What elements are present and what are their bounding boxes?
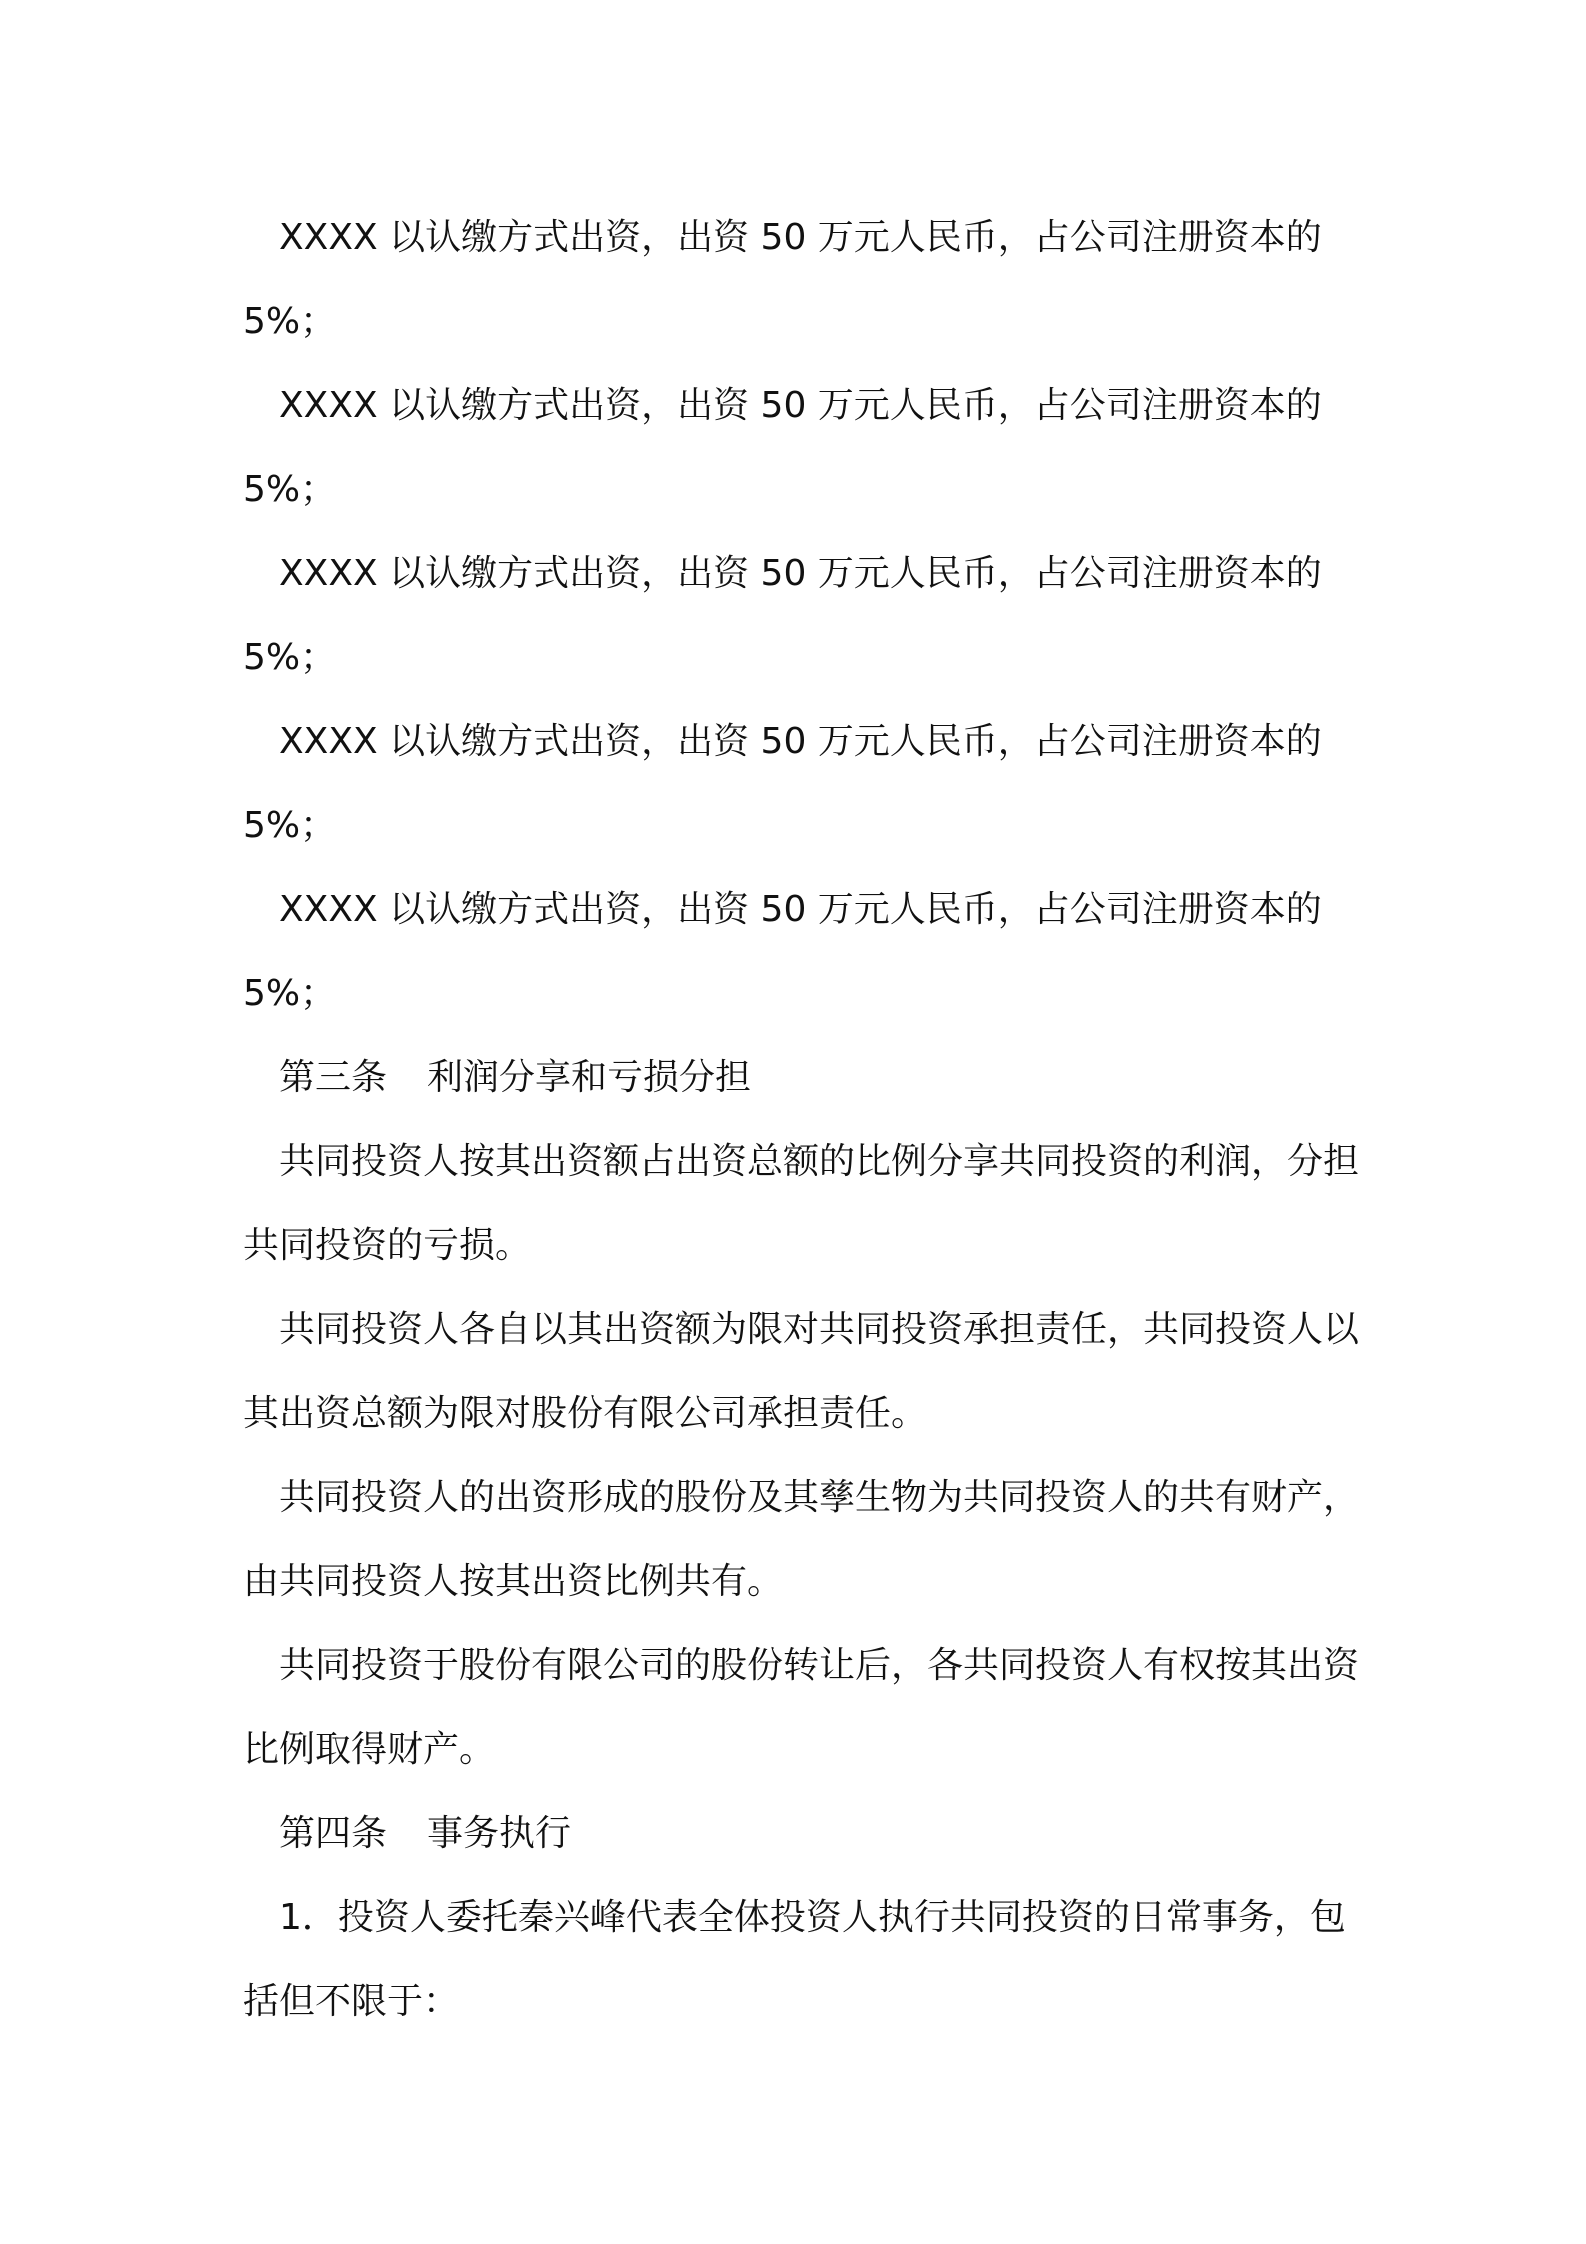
document-body	[243, 196, 1363, 2044]
capital-item-text: XXXX 以认缴方式出资，出资 50 万元人民币，占公司注册资本的	[279, 721, 1322, 762]
capital-item-2	[243, 364, 1363, 532]
article-4-heading	[243, 1792, 1363, 1876]
article-3-paragraph-2: 共同投资人各自以其出资额为限对共同投资承担责任，共同投资人以其出资总额为限对股份有限公司承担责任。	[243, 1309, 1360, 1434]
capital-item-text: XXXX 以认缴方式出资，出资 50 万元人民币，占公司注册资本的	[279, 889, 1322, 930]
capital-item-percent: 5%；	[243, 805, 337, 846]
article-number: 第四条	[279, 1813, 388, 1854]
capital-item-percent: 5%；	[243, 301, 337, 342]
article-number: 第三条	[279, 1057, 388, 1098]
capital-item-percent: 5%；	[243, 637, 337, 678]
capital-item-text: XXXX 以认缴方式出资，出资 50 万元人民币，占公司注册资本的	[279, 385, 1322, 426]
article-3-heading	[243, 1036, 1363, 1120]
capital-item-1	[243, 196, 1363, 364]
article-3-paragraph-1: 共同投资人按其出资额占出资总额的比例分享共同投资的利润，分担共同投资的亏损。	[243, 1141, 1360, 1266]
capital-item-4	[243, 700, 1363, 868]
capital-item-percent: 5%；	[243, 469, 337, 510]
capital-item-percent: 5%；	[243, 973, 337, 1014]
article-title: 事务执行	[427, 1813, 572, 1854]
article-title: 利润分享和亏损分担	[427, 1057, 752, 1098]
article-3-paragraph-4: 共同投资于股份有限公司的股份转让后，各共同投资人有权按其出资比例取得财产。	[243, 1645, 1360, 1770]
capital-item-5	[243, 868, 1363, 1036]
capital-item-text: XXXX 以认缴方式出资，出资 50 万元人民币，占公司注册资本的	[279, 217, 1322, 258]
article-4-paragraph-1: 1．投资人委托秦兴峰代表全体投资人执行共同投资的日常事务，包括但不限于：	[243, 1897, 1346, 2022]
capital-item-3	[243, 532, 1363, 700]
capital-item-text: XXXX 以认缴方式出资，出资 50 万元人民币，占公司注册资本的	[279, 553, 1322, 594]
article-3-paragraph-3: 共同投资人的出资形成的股份及其孳生物为共同投资人的共有财产，由共同投资人按其出资比例共有。	[243, 1477, 1360, 1602]
